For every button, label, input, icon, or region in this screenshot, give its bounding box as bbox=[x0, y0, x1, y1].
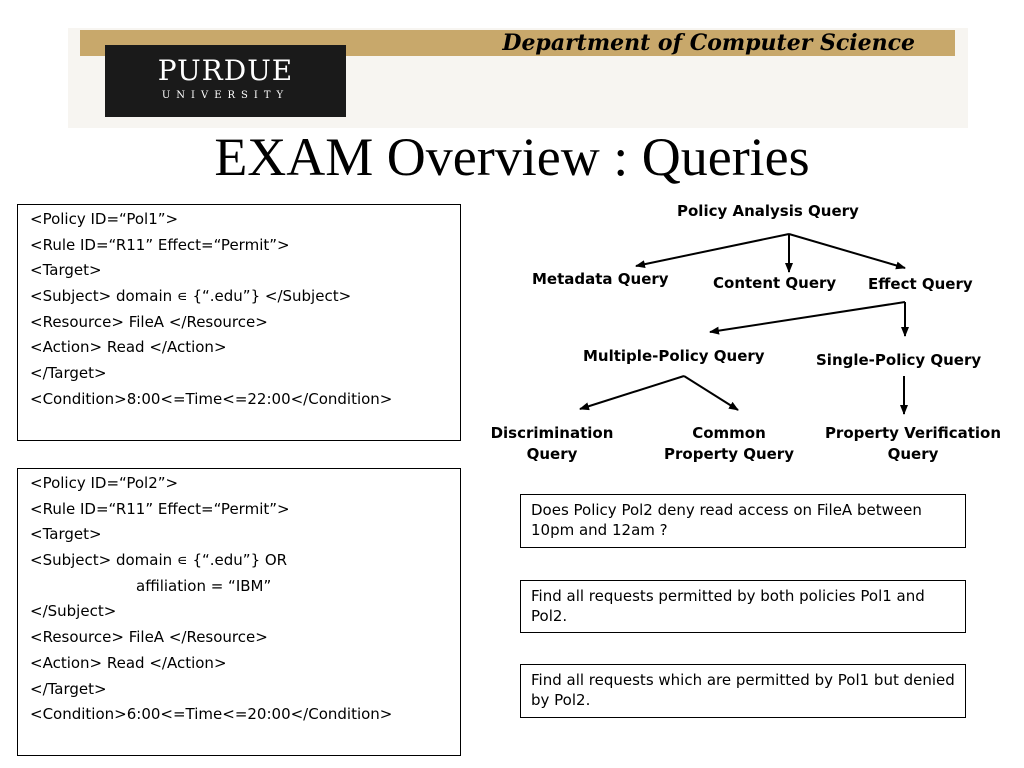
purdue-logo bbox=[105, 45, 346, 117]
question-box-2: Find all requests permitted by both policies Pol1 and Pol2. bbox=[520, 580, 966, 633]
policy-line: <Condition>8:00<=Time<=22:00</Condition> bbox=[30, 389, 393, 408]
policy-line: <Action> Read </Action> bbox=[30, 653, 227, 672]
policy-line: <Rule ID=“R11” Effect=“Permit”> bbox=[30, 499, 290, 518]
policy-line: </Subject> bbox=[30, 602, 117, 621]
single-policy-query: Single-Policy Query bbox=[816, 351, 982, 369]
policy-analysis-query: Policy Analysis Query bbox=[677, 202, 859, 220]
query-taxonomy-diagram bbox=[470, 196, 1024, 476]
arrow-multiple-common bbox=[684, 376, 738, 410]
effect-query: Effect Query bbox=[868, 275, 973, 293]
property-verification-query bbox=[810, 423, 1016, 465]
policy-line: affiliation = “IBM” bbox=[136, 576, 272, 595]
arrow-multiple-discrimination bbox=[580, 376, 684, 409]
policy-line: <Policy ID=“Pol2”> bbox=[30, 474, 179, 492]
discrimination-query-line: Discrimination bbox=[490, 424, 614, 442]
policy-line: <Action> Read </Action> bbox=[30, 338, 227, 357]
policy-pol2-box bbox=[17, 468, 461, 756]
question-box-1: Does Policy Pol2 deny read access on FileA between 10pm and 12am ? bbox=[520, 494, 966, 548]
policy-line: <Target> bbox=[30, 261, 102, 280]
policy-line: <Resource> FileA </Resource> bbox=[30, 312, 268, 331]
discrimination-query-line: Query bbox=[526, 445, 578, 463]
slide-title: EXAM Overview : Queries bbox=[214, 127, 810, 187]
common-property-query-line: Common bbox=[692, 424, 766, 442]
logo-sub-text: UNIVERSITY bbox=[161, 90, 290, 101]
policy-pol1-box bbox=[17, 204, 461, 441]
policy-line: <Resource> FileA </Resource> bbox=[30, 628, 268, 647]
multiple-policy-query: Multiple-Policy Query bbox=[583, 347, 765, 365]
policy-line: <Rule ID=“R11” Effect=“Permit”> bbox=[30, 235, 290, 254]
logo-main-text: PURDUE bbox=[157, 54, 294, 87]
content-query: Content Query bbox=[713, 274, 837, 292]
property-verification-query-line: Query bbox=[887, 445, 939, 463]
policy-line: </Target> bbox=[30, 679, 107, 698]
policy-line: <Subject> domain ∊ {“.edu”} OR bbox=[30, 551, 288, 570]
question-box-3: Find all requests which are permitted by Pol1 but denied by Pol2. bbox=[520, 664, 966, 718]
policy-line: <Policy ID=“Pol1”> bbox=[30, 210, 179, 228]
arrow-root-effect bbox=[789, 234, 905, 268]
policy-line: <Target> bbox=[30, 525, 102, 544]
metadata-query: Metadata Query bbox=[532, 270, 669, 288]
policy-line: <Subject> domain ∊ {“.edu”} </Subject> bbox=[30, 287, 352, 306]
arrow-root-metadata bbox=[636, 234, 789, 266]
common-property-query bbox=[654, 423, 804, 465]
arrow-effect-multiple bbox=[710, 302, 905, 332]
property-verification-query-line: Property Verification bbox=[824, 424, 1002, 442]
department-name: Department of Computer Science bbox=[502, 30, 915, 56]
common-property-query-line: Property Query bbox=[664, 445, 794, 463]
discrimination-query bbox=[480, 423, 624, 465]
policy-line: <Condition>6:00<=Time<=20:00</Condition> bbox=[30, 705, 393, 724]
policy-line: </Target> bbox=[30, 364, 107, 383]
